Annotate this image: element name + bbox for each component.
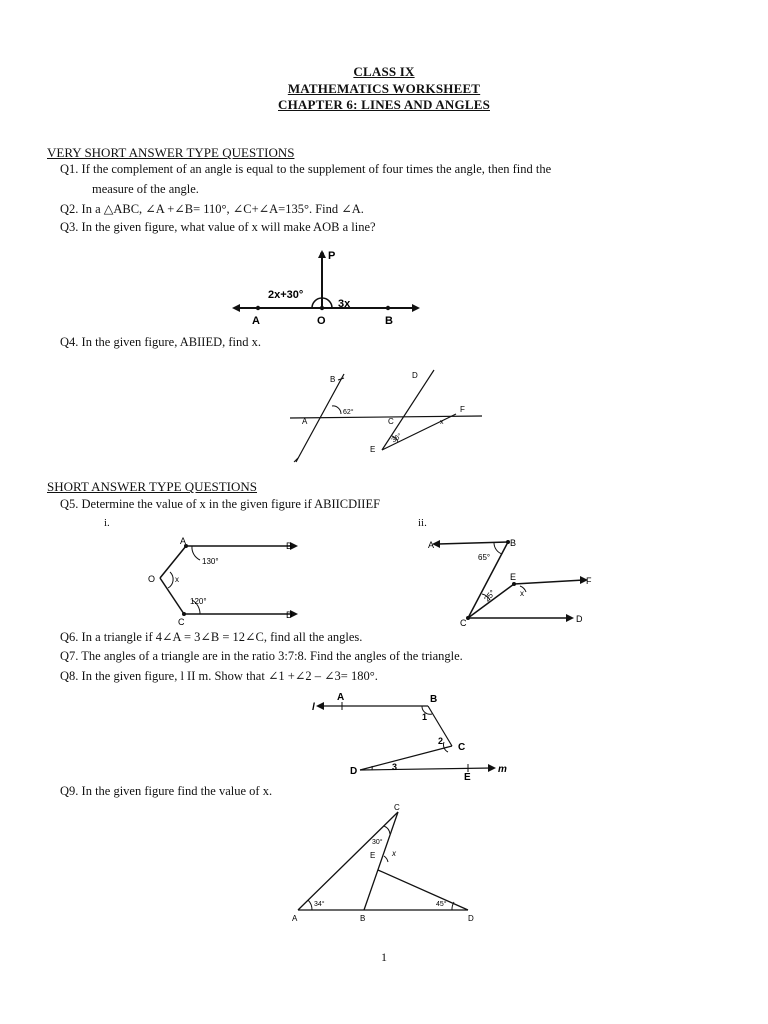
label-b: B bbox=[360, 914, 366, 923]
label-c: C bbox=[388, 417, 394, 426]
label-left-angle: 2x+30° bbox=[268, 289, 304, 301]
label-m: m bbox=[498, 764, 507, 775]
label-d: D bbox=[468, 914, 474, 923]
label-x: x bbox=[440, 419, 444, 426]
label-c: C bbox=[178, 617, 185, 626]
label-angle-34: 34° bbox=[314, 901, 325, 908]
label-d: D bbox=[350, 766, 358, 777]
question-5-part-i: i. bbox=[104, 517, 110, 529]
label-angle-120: 120° bbox=[190, 597, 207, 606]
label-c: C bbox=[394, 803, 400, 812]
label-d: D bbox=[286, 610, 293, 620]
section-short: SHORT ANSWER TYPE QUESTIONS bbox=[47, 479, 258, 494]
question-7: Q7. The angles of a triangle are in the ratio 3:7:8. Find the angles of the triangle. bbox=[60, 649, 463, 663]
label-e: E bbox=[464, 772, 471, 782]
label-p: P bbox=[328, 250, 336, 262]
figure-q4 bbox=[286, 366, 486, 466]
worksheet-class: CLASS IX bbox=[353, 64, 415, 79]
label-angle-45: 45° bbox=[436, 901, 447, 908]
label-f: F bbox=[586, 576, 592, 586]
label-a: A bbox=[252, 315, 260, 327]
question-5: Q5. Determine the value of x in the given figure if ABIICDIIEF bbox=[60, 497, 381, 511]
figure-q5-ii bbox=[424, 534, 604, 630]
question-1-continued: measure of the angle. bbox=[92, 182, 199, 196]
figure-q3 bbox=[228, 244, 424, 332]
label-3: 3 bbox=[392, 762, 398, 772]
label-angle-25: 25° bbox=[482, 588, 498, 604]
question-5-part-ii: ii. bbox=[418, 517, 427, 529]
label-x: x bbox=[175, 575, 179, 584]
label-a: A bbox=[302, 417, 308, 426]
label-c: C bbox=[460, 618, 467, 628]
chapter-title: CHAPTER 6: LINES AND ANGLES bbox=[278, 97, 490, 112]
label-x: x bbox=[520, 589, 524, 598]
label-right-angle: 3x bbox=[338, 298, 351, 310]
label-f: F bbox=[460, 405, 465, 414]
label-1: 1 bbox=[422, 712, 428, 722]
label-e: E bbox=[370, 445, 376, 454]
page-number: 1 bbox=[381, 950, 387, 964]
label-o: O bbox=[148, 574, 156, 584]
question-8: Q8. In the given figure, l II m. Show that ∠1 +∠2 – ∠3= 180°. bbox=[60, 669, 378, 683]
section-very-short: VERY SHORT ANSWER TYPE QUESTIONS bbox=[47, 145, 295, 160]
label-d: D bbox=[412, 371, 418, 380]
label-2: 2 bbox=[438, 736, 444, 746]
label-a: A bbox=[180, 536, 187, 546]
figure-q8 bbox=[308, 690, 508, 782]
question-9: Q9. In the given figure find the value of x. bbox=[60, 784, 273, 798]
label-angle-62: 62° bbox=[343, 409, 354, 416]
label-b: B bbox=[330, 375, 336, 384]
label-l: l bbox=[312, 702, 315, 713]
label-b: B bbox=[430, 694, 438, 705]
worksheet-title: MATHEMATICS WORKSHEET bbox=[287, 81, 481, 96]
label-b: B bbox=[385, 315, 393, 327]
label-a: A bbox=[292, 914, 298, 923]
label-angle-130: 130° bbox=[202, 557, 219, 566]
label-b: B bbox=[510, 538, 517, 548]
question-4: Q4. In the given figure, ABIIED, find x. bbox=[60, 335, 262, 349]
label-x: x bbox=[392, 849, 396, 858]
figure-q9 bbox=[286, 800, 482, 924]
label-angle-30: 30° bbox=[372, 839, 383, 846]
question-1: Q1. If the complement of an angle is equal to the supplement of four times the angle, then find the bbox=[60, 162, 552, 176]
question-6: Q6. In a triangle if 4∠A = 3∠B = 12∠C, find all the angles. bbox=[60, 630, 363, 644]
figure-q5-i bbox=[144, 534, 310, 626]
label-o: O bbox=[317, 315, 326, 327]
question-2: Q2. In a △ABC, ∠A +∠B= 110°, ∠C+∠A=135°. Find ∠A. bbox=[60, 202, 364, 216]
label-c: C bbox=[458, 742, 466, 753]
label-a: A bbox=[337, 692, 345, 703]
label-a: A bbox=[428, 540, 435, 550]
label-e: E bbox=[370, 851, 376, 860]
label-b: B bbox=[286, 541, 293, 551]
label-angle-65: 65° bbox=[478, 553, 491, 562]
label-d: D bbox=[576, 614, 583, 624]
question-3: Q3. In the given figure, what value of x will make AOB a line? bbox=[60, 220, 376, 234]
label-e: E bbox=[510, 572, 517, 582]
label-angle-36: 36° bbox=[390, 432, 404, 445]
